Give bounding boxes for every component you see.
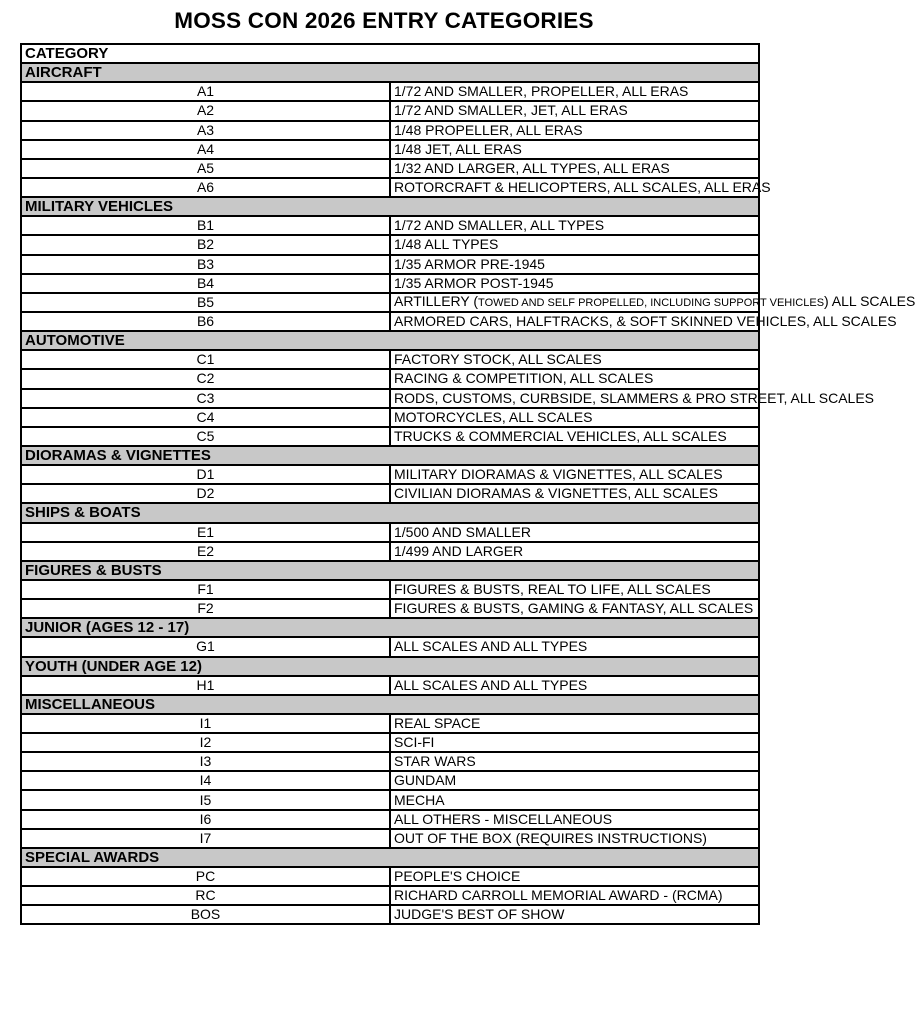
category-description: SCI-FI [390, 733, 759, 752]
category-group-name: JUNIOR (AGES 12 - 17) [21, 618, 759, 637]
category-row [21, 599, 759, 618]
category-row [21, 255, 759, 274]
category-row [21, 350, 759, 369]
category-code: A1 [21, 82, 390, 101]
category-description: TRUCKS & COMMERCIAL VEHICLES, ALL SCALES [390, 427, 759, 446]
category-description: ARMORED CARS, HALFTRACKS, & SOFT SKINNED VEHICLES, ALL SCALES [390, 312, 759, 331]
category-row [21, 752, 759, 771]
category-description: RICHARD CARROLL MEMORIAL AWARD - (RCMA) [390, 886, 759, 905]
category-code: C4 [21, 408, 390, 427]
table-header-row [21, 44, 759, 63]
category-description: 1/35 ARMOR PRE-1945 [390, 255, 759, 274]
category-code: A6 [21, 178, 390, 197]
category-description-text: ARTILLERY ( [394, 292, 479, 309]
category-group-row [21, 848, 759, 867]
category-description: CIVILIAN DIORAMAS & VIGNETTES, ALL SCALES [390, 484, 759, 503]
category-description: GUNDAM [390, 771, 759, 790]
category-row [21, 790, 759, 809]
category-row [21, 159, 759, 178]
category-group-row [21, 561, 759, 580]
category-description: 1/35 ARMOR POST-1945 [390, 274, 759, 293]
category-row [21, 580, 759, 599]
category-row [21, 293, 759, 312]
category-table [20, 43, 915, 925]
category-description: JUDGE'S BEST OF SHOW [390, 905, 759, 924]
category-description-suffix: ) ALL SCALES [824, 292, 915, 309]
category-description: MILITARY DIORAMAS & VIGNETTES, ALL SCALES [390, 465, 759, 484]
category-row [21, 733, 759, 752]
category-description: 1/32 AND LARGER, ALL TYPES, ALL ERAS [390, 159, 759, 178]
category-table-body [21, 44, 915, 924]
category-group-row [21, 197, 759, 216]
category-row [21, 121, 759, 140]
category-code: G1 [21, 637, 390, 656]
category-description: ALL SCALES AND ALL TYPES [390, 637, 759, 656]
category-row [21, 676, 759, 695]
category-group-name: SPECIAL AWARDS [21, 848, 759, 867]
category-code: B5 [21, 293, 390, 312]
category-row [21, 829, 759, 848]
category-row [21, 369, 759, 388]
category-row [21, 810, 759, 829]
category-description: MOTORCYCLES, ALL SCALES [390, 408, 759, 427]
category-group-row [21, 657, 759, 676]
category-row [21, 523, 759, 542]
category-group-name: MILITARY VEHICLES [21, 197, 759, 216]
category-row [21, 542, 759, 561]
category-code: C5 [21, 427, 390, 446]
category-row [21, 216, 759, 235]
category-code: E2 [21, 542, 390, 561]
category-code: B3 [21, 255, 390, 274]
category-code: I5 [21, 790, 390, 809]
category-code: E1 [21, 523, 390, 542]
category-row [21, 484, 759, 503]
category-group-row [21, 695, 759, 714]
category-description: ROTORCRAFT & HELICOPTERS, ALL SCALES, ALL ERAS [390, 178, 759, 197]
category-code: C3 [21, 389, 390, 408]
category-code: A4 [21, 140, 390, 159]
category-row [21, 140, 759, 159]
category-code: C2 [21, 369, 390, 388]
category-row [21, 312, 759, 331]
category-description: FIGURES & BUSTS, GAMING & FANTASY, ALL SCALES [390, 599, 759, 618]
category-code: D1 [21, 465, 390, 484]
table-header-cell: CATEGORY [21, 44, 759, 63]
category-description: RACING & COMPETITION, ALL SCALES [390, 369, 759, 388]
category-row [21, 714, 759, 733]
category-code: C1 [21, 350, 390, 369]
category-description: PEOPLE'S CHOICE [390, 867, 759, 886]
category-row [21, 427, 759, 446]
category-row [21, 235, 759, 254]
category-code: BOS [21, 905, 390, 924]
category-group-name: AUTOMOTIVE [21, 331, 759, 350]
category-code: F2 [21, 599, 390, 618]
page-title: MOSS CON 2026 ENTRY CATEGORIES [174, 8, 594, 33]
category-code: RC [21, 886, 390, 905]
category-row [21, 389, 759, 408]
category-code: A3 [21, 121, 390, 140]
category-row [21, 637, 759, 656]
category-code: B1 [21, 216, 390, 235]
category-description: 1/499 AND LARGER [390, 542, 759, 561]
category-description: FIGURES & BUSTS, REAL TO LIFE, ALL SCALES [390, 580, 759, 599]
category-description: OUT OF THE BOX (REQUIRES INSTRUCTIONS) [390, 829, 759, 848]
category-description: 1/72 AND SMALLER, PROPELLER, ALL ERAS [390, 82, 759, 101]
category-row [21, 905, 759, 924]
category-code: B4 [21, 274, 390, 293]
category-description: 1/48 ALL TYPES [390, 235, 759, 254]
category-group-name: FIGURES & BUSTS [21, 561, 759, 580]
category-description: 1/500 AND SMALLER [390, 523, 759, 542]
category-group-row [21, 63, 759, 82]
category-group-row [21, 446, 759, 465]
category-description: RODS, CUSTOMS, CURBSIDE, SLAMMERS & PRO STREET, ALL SCALES [390, 389, 759, 408]
category-description: 1/48 PROPELLER, ALL ERAS [390, 121, 759, 140]
category-row [21, 178, 759, 197]
category-code: I4 [21, 771, 390, 790]
category-code: D2 [21, 484, 390, 503]
category-code: PC [21, 867, 390, 886]
category-group-name: DIORAMAS & VIGNETTES [21, 446, 759, 465]
category-row [21, 886, 759, 905]
category-description: FACTORY STOCK, ALL SCALES [390, 350, 759, 369]
category-group-row [21, 331, 759, 350]
category-group-row [21, 618, 759, 637]
category-row [21, 465, 759, 484]
category-code: A5 [21, 159, 390, 178]
category-group-row [21, 503, 759, 522]
category-group-name: AIRCRAFT [21, 63, 759, 82]
category-code: I6 [21, 810, 390, 829]
category-description-note: TOWED AND SELF PROPELLED, INCLUDING SUPPORT VEHICLES [478, 296, 825, 309]
category-description: 1/72 AND SMALLER, ALL TYPES [390, 216, 759, 235]
category-row [21, 867, 759, 886]
category-description: ALL OTHERS - MISCELLANEOUS [390, 810, 759, 829]
category-row [21, 82, 759, 101]
category-description [390, 292, 915, 312]
category-description: STAR WARS [390, 752, 759, 771]
category-code: F1 [21, 580, 390, 599]
category-code: B6 [21, 312, 390, 331]
category-group-name: SHIPS & BOATS [21, 503, 759, 522]
category-row [21, 101, 759, 120]
category-code: I2 [21, 733, 390, 752]
category-code: I1 [21, 714, 390, 733]
category-description: REAL SPACE [390, 714, 759, 733]
category-row [21, 771, 759, 790]
category-code: B2 [21, 235, 390, 254]
category-row [21, 274, 759, 293]
category-description: 1/72 AND SMALLER, JET, ALL ERAS [390, 101, 759, 120]
category-code: I7 [21, 829, 390, 848]
category-group-name: MISCELLANEOUS [21, 695, 759, 714]
category-code: H1 [21, 676, 390, 695]
category-code: A2 [21, 101, 390, 120]
category-description: MECHA [390, 790, 759, 809]
category-description: ALL SCALES AND ALL TYPES [390, 676, 759, 695]
category-row [21, 408, 759, 427]
category-code: I3 [21, 752, 390, 771]
category-group-name: YOUTH (UNDER AGE 12) [21, 657, 759, 676]
category-description: 1/48 JET, ALL ERAS [390, 140, 759, 159]
